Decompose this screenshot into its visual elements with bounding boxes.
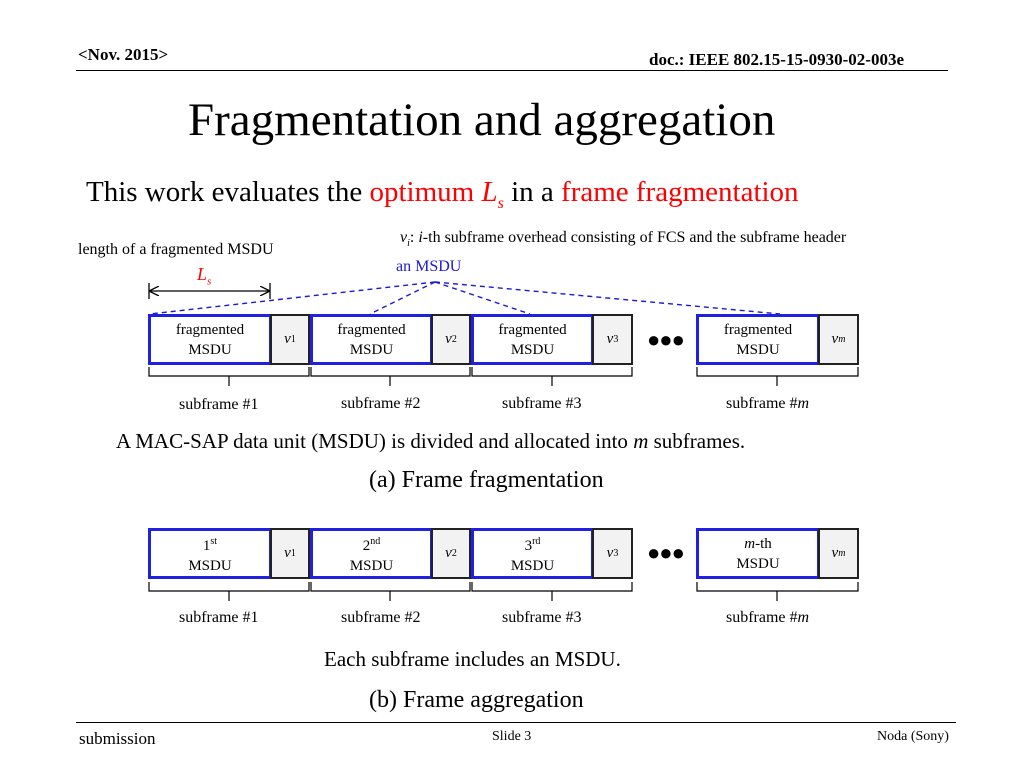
caption-a-var: m bbox=[633, 429, 649, 453]
footer-rule bbox=[76, 722, 956, 723]
agg-msdu-1-sup: st bbox=[210, 535, 218, 547]
subframe-label-a-m bbox=[726, 396, 809, 412]
fan-line-4 bbox=[435, 282, 780, 314]
length-label: length of a fragmented MSDU bbox=[78, 241, 274, 258]
frag-msdu-box-1 bbox=[148, 314, 272, 365]
ellipsis-b: ●●● bbox=[647, 540, 684, 565]
agg-msdu-m-line2: MSDU bbox=[736, 555, 780, 572]
subtitle-middle: in a bbox=[503, 176, 562, 208]
frag-msdu-box-3 bbox=[471, 314, 594, 365]
frag-msdu-3-line1: fragmented bbox=[498, 321, 567, 338]
msdu-fan-lines bbox=[150, 282, 780, 314]
frag-msdu-box-2 bbox=[310, 314, 433, 365]
vi-var: v bbox=[400, 229, 408, 246]
overhead-sub: 1 bbox=[290, 334, 296, 345]
agg-msdu-1-num: 1 bbox=[202, 537, 211, 554]
overhead-box-1 bbox=[270, 314, 310, 365]
subframe-label-b-2: subframe #2 bbox=[341, 609, 421, 626]
agg-msdu-box-1 bbox=[148, 528, 272, 579]
subframe-b-m-var: m bbox=[797, 609, 810, 626]
vi-text: -th subframe overhead consisting of FCS and the subframe header bbox=[422, 229, 847, 246]
agg-msdu-3-sup: rd bbox=[532, 535, 541, 547]
agg-msdu-box-m bbox=[696, 528, 820, 579]
fan-line-2 bbox=[370, 282, 435, 314]
brace-b-m bbox=[697, 582, 858, 601]
frag-msdu-m-line1: fragmented bbox=[723, 321, 793, 338]
overhead-var: v bbox=[606, 331, 614, 347]
overhead-box-b-m bbox=[818, 528, 859, 579]
subframe-label-b-m bbox=[726, 610, 809, 626]
label-a: (a) Frame fragmentation bbox=[369, 467, 604, 493]
subframe-label-a-2: subframe #2 bbox=[341, 395, 421, 412]
brace-b-1 bbox=[149, 582, 309, 601]
agg-msdu-2-line2: MSDU bbox=[349, 557, 394, 574]
fan-line-1 bbox=[150, 282, 435, 314]
caption-a-prefix: A MAC-SAP data unit (MSDU) is divided and allocated into bbox=[116, 429, 634, 453]
ls-label-sub: s bbox=[207, 275, 212, 288]
overhead-var: v bbox=[831, 331, 839, 347]
overhead-box-m bbox=[818, 314, 859, 365]
overhead-var: v bbox=[831, 545, 839, 561]
subframe-label-a-1: subframe #1 bbox=[179, 396, 259, 413]
subtitle-optimum: optimum bbox=[369, 176, 482, 208]
an-msdu-label: an MSDU bbox=[396, 258, 462, 275]
agg-msdu-2-sup: nd bbox=[370, 535, 381, 547]
agg-msdu-box-2 bbox=[310, 528, 433, 579]
subframe-a-m-var: m bbox=[797, 395, 810, 412]
frag-msdu-1-line2: MSDU bbox=[188, 341, 232, 358]
subframe-label-b-3: subframe #3 bbox=[502, 609, 582, 626]
ls-label-main: L bbox=[197, 264, 208, 284]
vi-colon: : bbox=[409, 229, 419, 246]
footer-slide-number: Slide 3 bbox=[492, 729, 532, 744]
header-doc: doc.: IEEE 802.15-15-0930-02-003e bbox=[649, 50, 904, 69]
overhead-box-b-1 bbox=[270, 528, 310, 579]
label-b: (b) Frame aggregation bbox=[369, 687, 584, 713]
subtitle-frame-fragmentation: frame fragmentation bbox=[561, 176, 799, 208]
footer-submission: submission bbox=[79, 729, 156, 748]
subtitle-prefix: This work evaluates the bbox=[86, 176, 370, 208]
brace-a-3 bbox=[472, 367, 632, 386]
brace-b-2 bbox=[311, 582, 470, 601]
braces-a bbox=[149, 367, 858, 386]
overhead-sub: 1 bbox=[290, 548, 296, 559]
overhead-box-2 bbox=[431, 314, 471, 365]
page-title: Fragmentation and aggregation bbox=[188, 94, 776, 146]
overhead-sub: 3 bbox=[613, 334, 619, 345]
braces-b bbox=[149, 582, 858, 601]
overhead-sub: 2 bbox=[451, 548, 457, 559]
overhead-var: v bbox=[445, 331, 452, 347]
overhead-box-3 bbox=[592, 314, 633, 365]
brace-a-1 bbox=[149, 367, 309, 386]
brace-a-m bbox=[697, 367, 858, 386]
agg-msdu-3-num: 3 bbox=[524, 537, 533, 554]
vi-i: i bbox=[418, 229, 423, 246]
subframe-b-m-prefix: subframe # bbox=[726, 609, 798, 626]
overhead-sub: m bbox=[838, 548, 846, 559]
subframe-label-a-3: subframe #3 bbox=[502, 395, 582, 412]
vi-sub: i bbox=[407, 238, 410, 250]
overhead-var: v bbox=[284, 545, 291, 561]
overhead-box-b-3 bbox=[592, 528, 633, 579]
footer-author: Noda (Sony) bbox=[877, 729, 949, 744]
ellipsis-a: ●●● bbox=[647, 327, 684, 352]
subtitle-ls-sub: s bbox=[497, 194, 504, 212]
overhead-box-b-2 bbox=[431, 528, 471, 579]
subtitle-ls-main: L bbox=[481, 176, 498, 208]
agg-msdu-2-num: 2 bbox=[362, 537, 371, 554]
caption-a bbox=[116, 431, 745, 452]
subframe-label-b-1: subframe #1 bbox=[179, 609, 259, 626]
frag-msdu-2-line2: MSDU bbox=[349, 341, 394, 358]
agg-msdu-1-line2: MSDU bbox=[188, 557, 232, 574]
subframe-a-m-prefix: subframe # bbox=[726, 395, 798, 412]
overhead-var: v bbox=[284, 331, 291, 347]
frag-msdu-2-line1: fragmented bbox=[337, 321, 406, 338]
overhead-sub: 2 bbox=[451, 334, 457, 345]
overhead-var: v bbox=[606, 545, 614, 561]
overhead-var: v bbox=[445, 545, 452, 561]
caption-b: Each subframe includes an MSDU. bbox=[324, 647, 621, 671]
caption-a-suffix: subframes. bbox=[648, 429, 746, 453]
overhead-sub: m bbox=[838, 334, 846, 345]
brace-a-2 bbox=[311, 367, 470, 386]
header-date: <Nov. 2015> bbox=[78, 45, 169, 64]
frag-msdu-m-line2: MSDU bbox=[736, 341, 780, 358]
agg-msdu-box-3 bbox=[471, 528, 594, 579]
overhead-sub: 3 bbox=[613, 548, 619, 559]
frag-msdu-box-m bbox=[696, 314, 820, 365]
agg-msdu-m-suffix: -th bbox=[755, 535, 772, 552]
frag-msdu-1-line1: fragmented bbox=[175, 321, 245, 338]
brace-b-3 bbox=[472, 582, 632, 601]
agg-msdu-3-line2: MSDU bbox=[510, 557, 555, 574]
agg-msdu-m-num: m bbox=[744, 535, 756, 552]
frag-msdu-3-line2: MSDU bbox=[510, 341, 555, 358]
